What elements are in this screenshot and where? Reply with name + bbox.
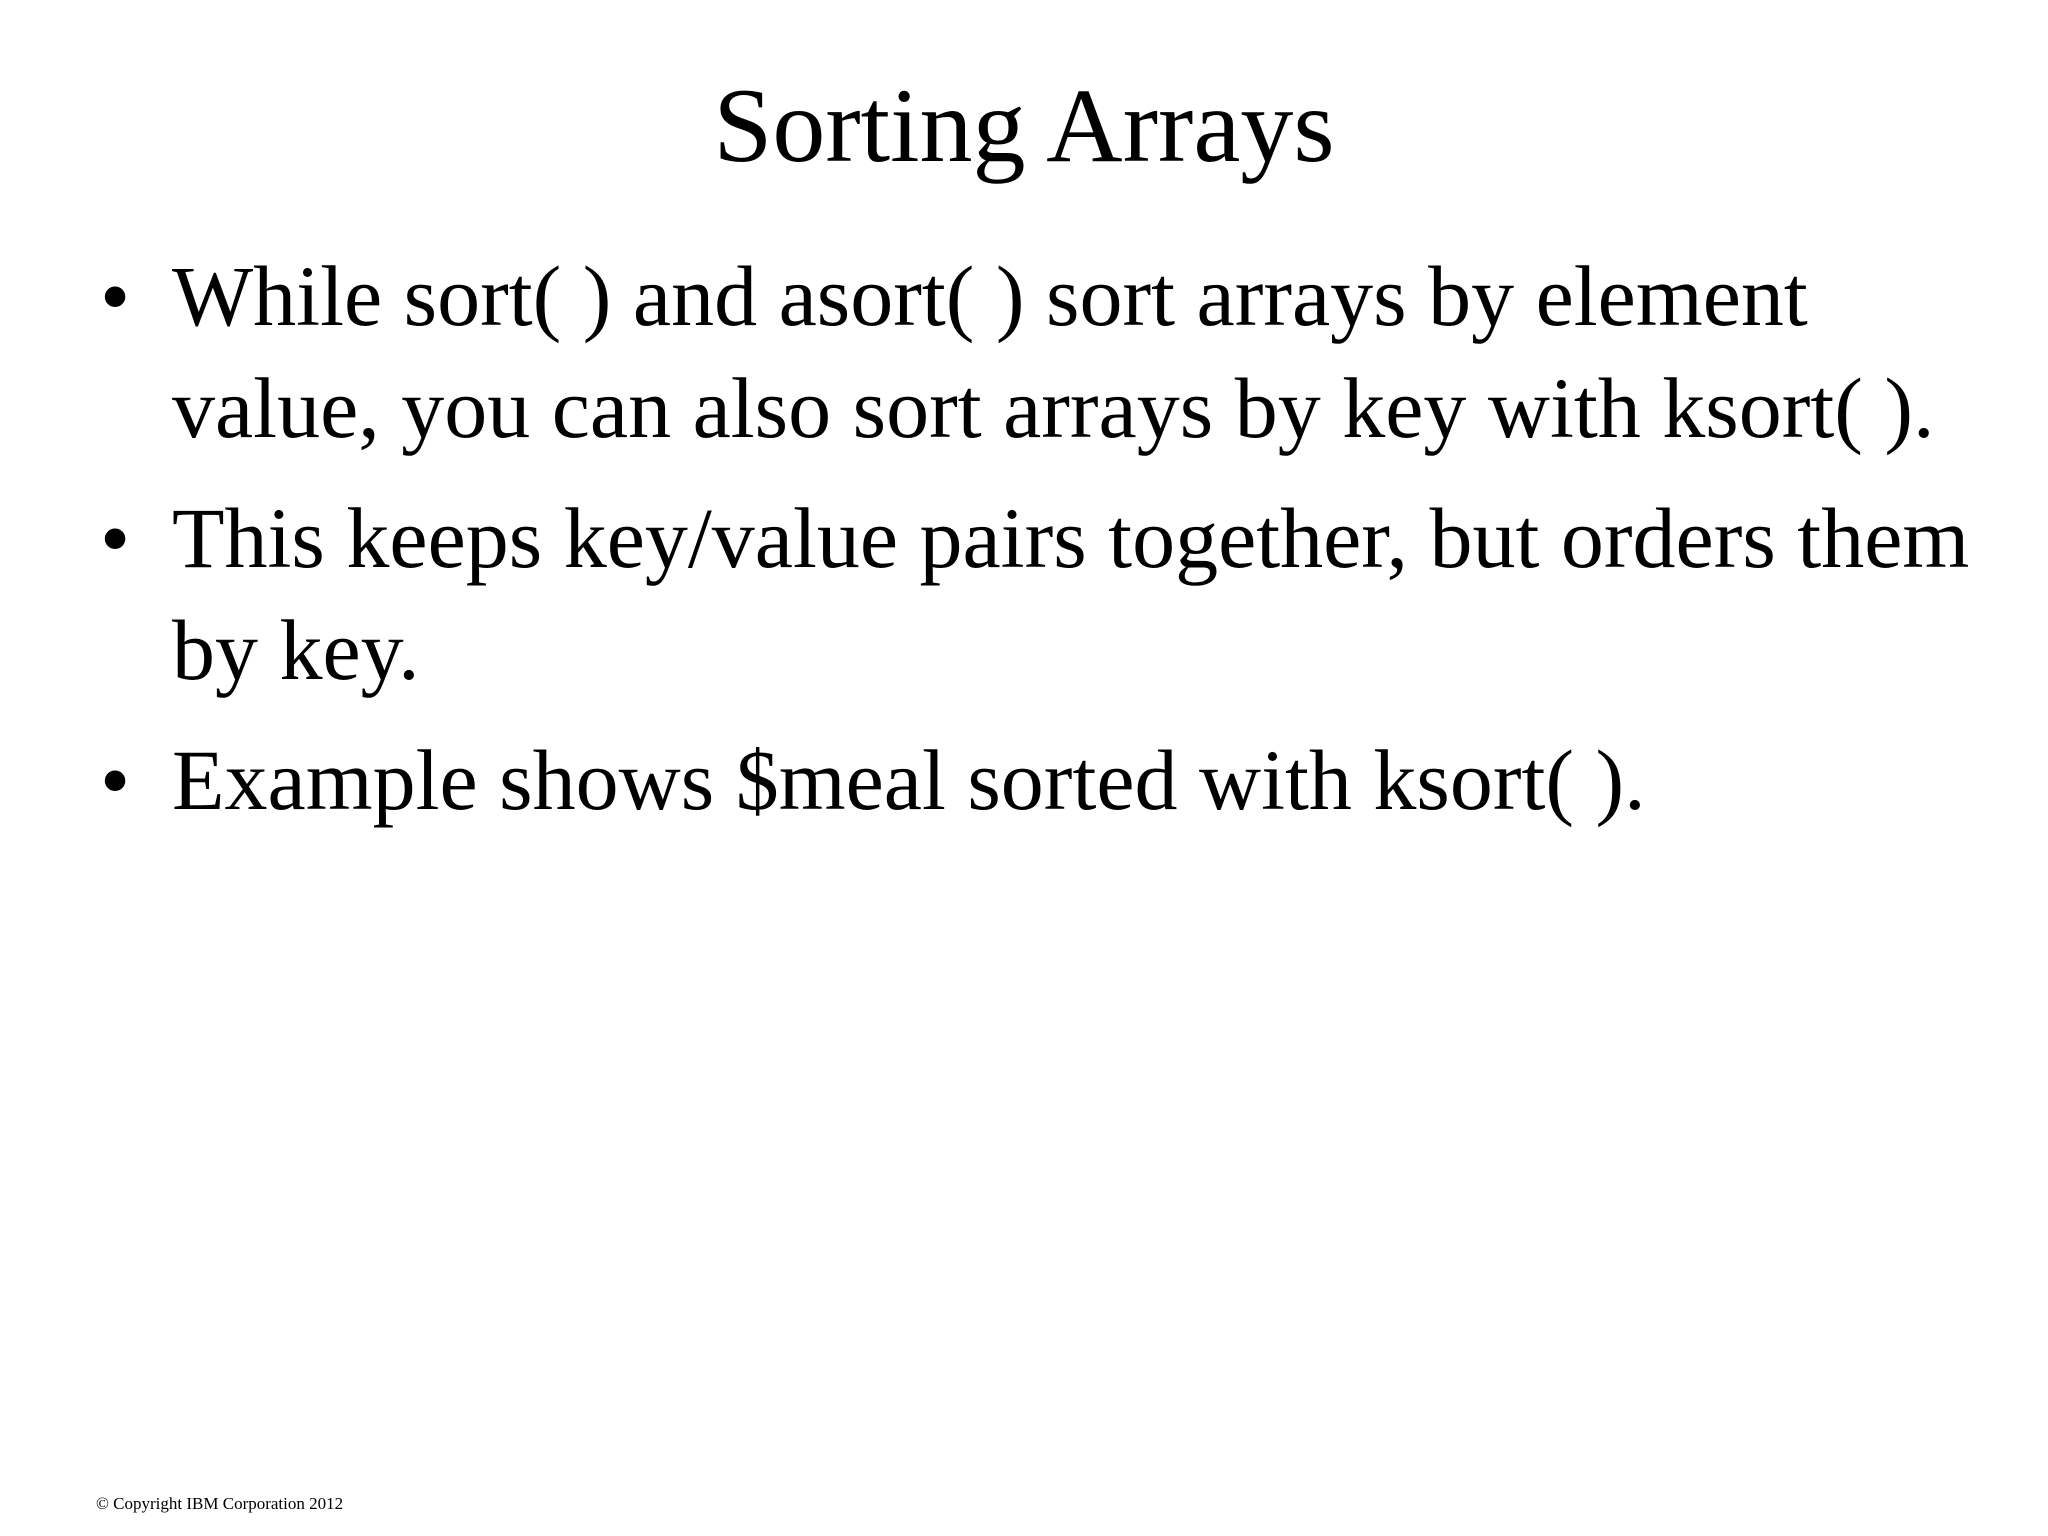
bullet-icon: • xyxy=(100,248,131,344)
bullet-item xyxy=(100,482,2000,706)
bullet-text: Example shows $meal sorted with ksort( ). xyxy=(172,732,1646,828)
bullet-list xyxy=(100,240,2000,854)
bullet-item xyxy=(100,724,2000,836)
bullet-icon: • xyxy=(100,490,131,586)
bullet-text: While sort( ) and asort( ) sort arrays by element value, you can also sort arrays by key with ksort( ). xyxy=(172,248,1935,456)
slide-title: Sorting Arrays xyxy=(713,67,1335,184)
bullet-text: This keeps key/value pairs together, but orders them by key. xyxy=(172,490,1970,698)
bullet-item xyxy=(100,240,2000,464)
copyright-footer: © Copyright IBM Corporation 2012 xyxy=(96,1494,344,1513)
bullet-icon: • xyxy=(100,732,131,828)
